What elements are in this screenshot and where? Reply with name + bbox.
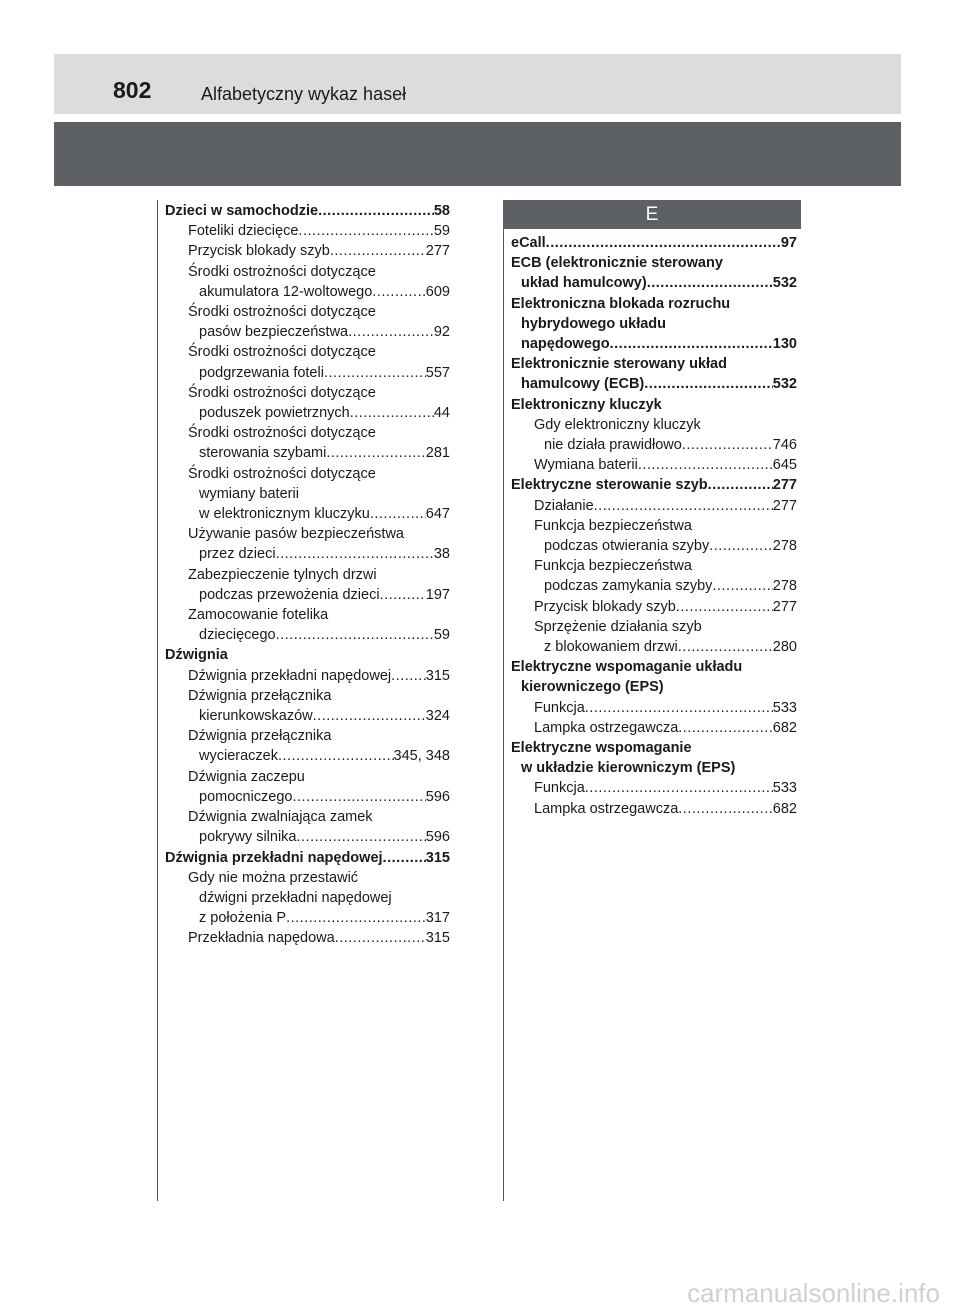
entry-text: kierowniczego (EPS) xyxy=(521,679,664,696)
entry-text: podczas zamykania szyby xyxy=(544,578,713,595)
entry-text: Funkcja bezpieczeństwa xyxy=(534,558,692,575)
entry-text: Gdy nie można przestawić xyxy=(188,869,359,886)
section-letter: E xyxy=(503,200,801,229)
entry-text: poduszek powietrznych xyxy=(199,405,350,422)
entry-text: w układzie kierowniczym (EPS) xyxy=(521,760,736,777)
page-ref: 315 xyxy=(425,849,450,866)
dot-leader xyxy=(330,241,426,261)
entry-text: Przekładnia napędowa xyxy=(188,930,335,947)
dot-leader xyxy=(610,334,773,354)
page-ref: 682 xyxy=(772,800,797,817)
entry-text: hamulcowy (ECB) xyxy=(521,376,645,393)
index-entry xyxy=(165,524,450,544)
entry-text: pokrywy silnika xyxy=(199,829,297,846)
entry-text: Wymiana baterii xyxy=(534,457,638,474)
entry-text: sterowania szybami xyxy=(199,445,327,462)
page-ref: 609 xyxy=(425,283,450,300)
page-ref: 44 xyxy=(433,405,450,422)
index-entry xyxy=(165,908,450,928)
dot-leader xyxy=(594,496,773,516)
page-ref: 130 xyxy=(772,336,797,353)
entry-text: Lampka ostrzegawcza xyxy=(534,719,679,736)
index-entry xyxy=(511,617,797,637)
dot-leader xyxy=(348,322,434,342)
page-ref: 532 xyxy=(772,275,797,292)
index-entry xyxy=(165,767,450,787)
entry-text: przez dzieci xyxy=(199,546,276,563)
index-entry xyxy=(511,698,797,718)
dot-leader xyxy=(638,455,773,475)
entry-text: Środki ostrożności dotyczące xyxy=(188,425,376,442)
entry-text: Funkcja xyxy=(534,699,585,716)
dot-leader xyxy=(350,403,434,423)
entry-text: wycieraczek xyxy=(199,748,278,765)
index-entry xyxy=(511,253,797,273)
index-entry xyxy=(511,576,797,596)
dot-leader xyxy=(313,706,426,726)
page-ref: 281 xyxy=(425,445,450,462)
entry-text: układ hamulcowy) xyxy=(521,275,647,292)
entry-text: wymiany baterii xyxy=(199,485,299,502)
index-entry xyxy=(165,726,450,746)
dot-leader xyxy=(276,625,434,645)
index-entry xyxy=(511,334,797,354)
entry-text: Środki ostrożności dotyczące xyxy=(188,384,376,401)
header-band xyxy=(54,54,901,114)
entry-text: Foteliki dziecięce xyxy=(188,223,299,240)
dot-leader xyxy=(391,666,426,686)
dot-leader xyxy=(585,698,773,718)
page-ref: 596 xyxy=(425,829,450,846)
page-ref: 647 xyxy=(425,506,450,523)
index-entry xyxy=(165,443,450,463)
entry-text: Elektroniczna blokada rozruchu xyxy=(511,295,731,312)
dot-leader xyxy=(678,799,773,819)
page-ref: 533 xyxy=(772,780,797,797)
entry-text: podczas otwierania szyby xyxy=(544,538,710,555)
entry-text: pomocniczego xyxy=(199,788,293,805)
entry-text: kierunkowskazów xyxy=(199,708,313,725)
dot-leader xyxy=(676,597,773,617)
entry-text: Dźwignia przekładni napędowej xyxy=(188,667,392,684)
index-entry xyxy=(511,516,797,536)
entry-text: Dźwignia xyxy=(165,647,228,664)
page-ref: 533 xyxy=(772,699,797,716)
index-entry xyxy=(165,342,450,362)
entry-text: z blokowaniem drzwi xyxy=(544,639,678,656)
entry-text: Środki ostrożności dotyczące xyxy=(188,263,376,280)
entry-text: Działanie xyxy=(534,497,594,514)
dot-leader xyxy=(335,928,426,948)
index-entry xyxy=(165,746,450,766)
index-entry xyxy=(165,645,450,665)
index-entry xyxy=(511,799,797,819)
index-entry xyxy=(165,544,450,564)
index-entry xyxy=(165,302,450,322)
index-entry xyxy=(511,455,797,475)
index-entry xyxy=(165,605,450,625)
index-entry xyxy=(511,738,797,758)
entry-text: Funkcja bezpieczeństwa xyxy=(534,517,692,534)
entry-text: hybrydowego układu xyxy=(521,315,667,332)
dot-leader xyxy=(682,435,773,455)
index-entry xyxy=(511,778,797,798)
entry-text: napędowego xyxy=(521,336,610,353)
page-title: Alfabetyczny wykaz haseł xyxy=(201,84,407,104)
index-entry xyxy=(165,282,450,302)
page-ref: 315 xyxy=(425,667,450,684)
dot-leader xyxy=(276,544,434,564)
entry-text: Lampka ostrzegawcza xyxy=(534,800,679,817)
entry-text: akumulatora 12-woltowego xyxy=(199,283,373,300)
index-entry xyxy=(511,637,797,657)
index-entry xyxy=(165,484,450,504)
entry-text: Elektryczne sterowanie szyb xyxy=(511,477,708,494)
index-entry xyxy=(511,758,797,778)
index-entry xyxy=(165,201,450,221)
entry-text: Środki ostrożności dotyczące xyxy=(188,465,376,482)
page-ref: 277 xyxy=(772,477,797,494)
dot-leader xyxy=(286,908,426,928)
index-entry xyxy=(511,475,797,495)
page-ref: 645 xyxy=(772,457,797,474)
entry-text: pasów bezpieczeństwa xyxy=(199,324,349,341)
page-ref: 278 xyxy=(772,538,797,555)
dot-leader xyxy=(708,475,773,495)
index-entry xyxy=(165,403,450,423)
index-entry xyxy=(511,374,797,394)
index-entry xyxy=(165,807,450,827)
page-ref: 324 xyxy=(425,708,450,725)
entry-text: Zamocowanie fotelika xyxy=(188,607,329,624)
dot-leader xyxy=(644,374,773,394)
entry-text: Dźwignia przekładni napędowej xyxy=(165,849,383,866)
page-ref: 596 xyxy=(425,788,450,805)
page-ref: 58 xyxy=(433,203,450,219)
index-entry xyxy=(511,314,797,334)
entry-text: Dzieci w samochodzie xyxy=(165,203,319,219)
dot-leader xyxy=(380,585,426,605)
index-entry xyxy=(165,827,450,847)
page-number: 802 xyxy=(113,77,152,103)
dot-leader xyxy=(324,363,426,383)
page-ref: 59 xyxy=(433,627,450,644)
entry-text: dziecięcego xyxy=(199,627,276,644)
page-ref: 345, 348 xyxy=(393,748,450,765)
index-entry xyxy=(165,787,450,807)
index-entry xyxy=(511,657,797,677)
dot-leader xyxy=(678,718,773,738)
section-banner xyxy=(54,122,901,186)
index-left-column xyxy=(165,201,450,949)
index-entry xyxy=(165,666,450,686)
index-entry xyxy=(165,625,450,645)
entry-text: ECB (elektronicznie sterowany xyxy=(511,255,723,272)
index-entry xyxy=(165,423,450,443)
index-entry xyxy=(511,354,797,374)
entry-text: z położenia P xyxy=(199,910,287,927)
entry-text: Elektryczne wspomaganie xyxy=(511,740,692,757)
index-entry xyxy=(511,233,797,253)
dot-leader xyxy=(298,221,433,241)
index-entry xyxy=(511,718,797,738)
page-ref: 59 xyxy=(433,223,450,240)
entry-text: Dźwignia zaczepu xyxy=(188,768,305,785)
page-ref: 280 xyxy=(772,639,797,656)
index-entry xyxy=(511,677,797,697)
index-entry xyxy=(165,221,450,241)
right-column-rule xyxy=(503,200,504,1201)
index-entry xyxy=(511,536,797,556)
dot-leader xyxy=(297,827,426,847)
entry-text: Elektryczne wspomaganie układu xyxy=(511,659,743,676)
index-entry xyxy=(165,928,450,948)
index-entry xyxy=(165,504,450,524)
dot-leader xyxy=(546,233,781,253)
dot-leader xyxy=(709,536,773,556)
index-entry xyxy=(511,294,797,314)
index-entry xyxy=(165,706,450,726)
entry-text: Sprzężenie działania szyb xyxy=(534,618,702,635)
index-entry xyxy=(165,363,450,383)
dot-leader xyxy=(370,504,426,524)
dot-leader xyxy=(585,778,773,798)
index-entry xyxy=(165,585,450,605)
entry-text: Dźwignia zwalniająca zamek xyxy=(188,809,373,826)
index-entry xyxy=(511,415,797,435)
dot-leader xyxy=(326,443,425,463)
index-entry xyxy=(511,496,797,516)
index-entry xyxy=(511,556,797,576)
entry-text: Funkcja xyxy=(534,780,585,797)
page-ref: 277 xyxy=(425,243,450,260)
entry-text: Elektroniczny kluczyk xyxy=(511,396,662,413)
entry-text: w elektronicznym kluczyku xyxy=(199,506,370,523)
index-entry xyxy=(511,273,797,293)
entry-text: Dźwignia przełącznika xyxy=(188,728,332,745)
dot-leader xyxy=(278,746,394,766)
index-entry xyxy=(165,686,450,706)
index-entry xyxy=(165,262,450,282)
entry-text: Przycisk blokady szyb xyxy=(534,598,676,615)
index-entry xyxy=(511,395,797,415)
dot-leader xyxy=(383,848,426,868)
index-entry xyxy=(165,322,450,342)
index-entry xyxy=(511,435,797,455)
page-ref: 278 xyxy=(772,578,797,595)
index-entry xyxy=(165,565,450,585)
page-ref: 97 xyxy=(780,235,797,251)
dot-leader xyxy=(712,576,772,596)
index-entry xyxy=(511,597,797,617)
dot-leader xyxy=(318,201,434,221)
entry-text: Zabezpieczenie tylnych drzwi xyxy=(188,566,377,583)
entry-text: Środki ostrożności dotyczące xyxy=(188,344,376,361)
entry-text: dźwigni przekładni napędowej xyxy=(199,889,392,906)
entry-text: Gdy elektroniczny kluczyk xyxy=(534,416,701,433)
page-ref: 532 xyxy=(772,376,797,393)
index-entry xyxy=(165,464,450,484)
page-ref: 38 xyxy=(433,546,450,563)
entry-text: Elektronicznie sterowany układ xyxy=(511,356,727,373)
dot-leader xyxy=(293,787,426,807)
page-ref: 277 xyxy=(772,598,797,615)
entry-text: nie działa prawidłowo xyxy=(544,437,682,454)
index-entry xyxy=(165,868,450,888)
left-column-rule xyxy=(157,200,158,1201)
entry-text: podczas przewożenia dzieci xyxy=(199,586,380,603)
page-ref: 682 xyxy=(772,719,797,736)
page-ref: 317 xyxy=(425,910,450,927)
page-ref: 197 xyxy=(425,586,450,603)
page-ref: 557 xyxy=(425,364,450,381)
page-ref: 315 xyxy=(425,930,450,947)
index-right-column xyxy=(511,233,797,819)
entry-text: Dźwignia przełącznika xyxy=(188,687,332,704)
entry-text: eCall xyxy=(511,235,546,251)
index-entry xyxy=(165,888,450,908)
entry-text: podgrzewania foteli xyxy=(199,364,324,381)
entry-text: Środki ostrożności dotyczące xyxy=(188,304,376,321)
dot-leader xyxy=(647,273,773,293)
page-ref: 746 xyxy=(772,437,797,454)
entry-text: Używanie pasów bezpieczeństwa xyxy=(188,526,404,543)
index-entry xyxy=(165,848,450,868)
entry-text: Przycisk blokady szyb xyxy=(188,243,330,260)
watermark: carmanualsonline.info xyxy=(687,1278,940,1308)
page-ref: 277 xyxy=(772,497,797,514)
dot-leader xyxy=(372,282,426,302)
page-ref: 92 xyxy=(433,324,450,341)
index-entry xyxy=(165,241,450,261)
index-entry xyxy=(165,383,450,403)
dot-leader xyxy=(678,637,773,657)
